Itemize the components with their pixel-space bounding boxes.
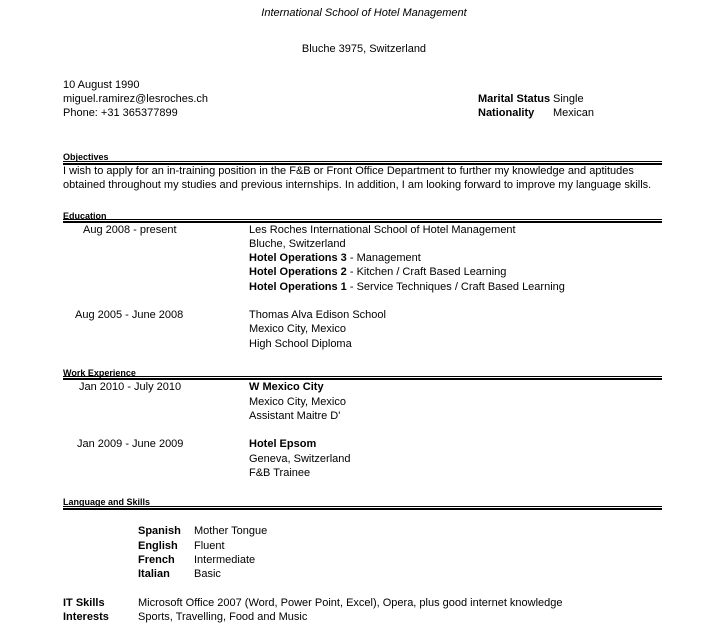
interests-value: Sports, Travelling, Food and Music (138, 611, 308, 623)
marital-status-label: Marital Status (478, 93, 551, 105)
education-school-2: Thomas Alva Edison School (249, 309, 386, 321)
work-heading: Work Experience (63, 368, 136, 378)
education-heading: Education (63, 211, 107, 221)
school-location: Bluche 3975, Switzerland (301, 43, 427, 55)
course-detail: - Service Techniques / Craft Based Learning (346, 281, 565, 293)
work-role-2: F&B Trainee (249, 467, 311, 479)
course-name: Hotel Operations 3 (249, 252, 347, 264)
education-period-1: Aug 2008 - present (83, 224, 177, 236)
date-of-birth: 10 August 1990 (63, 79, 140, 91)
language-name: Italian (138, 568, 170, 580)
education-period-2: Aug 2005 - June 2008 (75, 309, 184, 321)
course-name: Hotel Operations 2 (249, 266, 347, 278)
objectives-line-1: I wish to apply for an in-training position in the F&B or Front Office Department to further my knowledge and aptitudes (63, 165, 634, 177)
education-school-1: Les Roches International School of Hotel Management (249, 224, 516, 236)
work-employer-1: W Mexico City (249, 381, 324, 393)
phone: Phone: +31 365377899 (63, 107, 178, 119)
school-title: International School of Hotel Management (261, 7, 467, 19)
it-skills-label: IT Skills (63, 597, 105, 609)
work-role-1: Assistant Maitre D' (249, 410, 341, 422)
education-place-1: Bluche, Switzerland (249, 238, 346, 250)
skills-divider (63, 506, 662, 510)
objectives-heading: Objectives (63, 152, 109, 162)
education-place-2: Mexico City, Mexico (249, 323, 346, 335)
language-level: Intermediate (194, 554, 256, 566)
skills-heading: Language and Skills (63, 497, 151, 507)
language-name: English (138, 540, 178, 552)
work-place-2: Geneva, Switzerland (249, 453, 351, 465)
education-course (249, 280, 565, 294)
language-name: Spanish (138, 525, 181, 537)
work-period-1: Jan 2010 - July 2010 (79, 381, 182, 393)
interests-label: Interests (63, 611, 109, 623)
objectives-line-2: obtained throughout my studies and previous internships. In addition, I am looking forward to improve my language skills. (63, 179, 652, 191)
nationality-label: Nationality (478, 107, 535, 119)
work-place-1: Mexico City, Mexico (249, 396, 346, 408)
email: miguel.ramirez@lesroches.ch (63, 93, 209, 105)
language-level: Fluent (194, 540, 225, 552)
marital-status-value: Single (553, 93, 584, 105)
language-level: Basic (194, 568, 221, 580)
work-employer-2: Hotel Epsom (249, 438, 317, 450)
course-name: Hotel Operations 1 (249, 281, 347, 293)
course-detail: - Management (346, 252, 421, 264)
education-diploma-2: High School Diploma (249, 338, 352, 350)
work-period-2: Jan 2009 - June 2009 (77, 438, 184, 450)
nationality-value: Mexican (553, 107, 594, 119)
education-course (249, 251, 421, 265)
language-level: Mother Tongue (194, 525, 268, 537)
course-detail: - Kitchen / Craft Based Learning (346, 266, 507, 278)
language-name: French (138, 554, 175, 566)
education-course (249, 265, 506, 279)
it-skills-value: Microsoft Office 2007 (Word, Power Point, Excel), Opera, plus good internet knowledge (138, 597, 563, 609)
